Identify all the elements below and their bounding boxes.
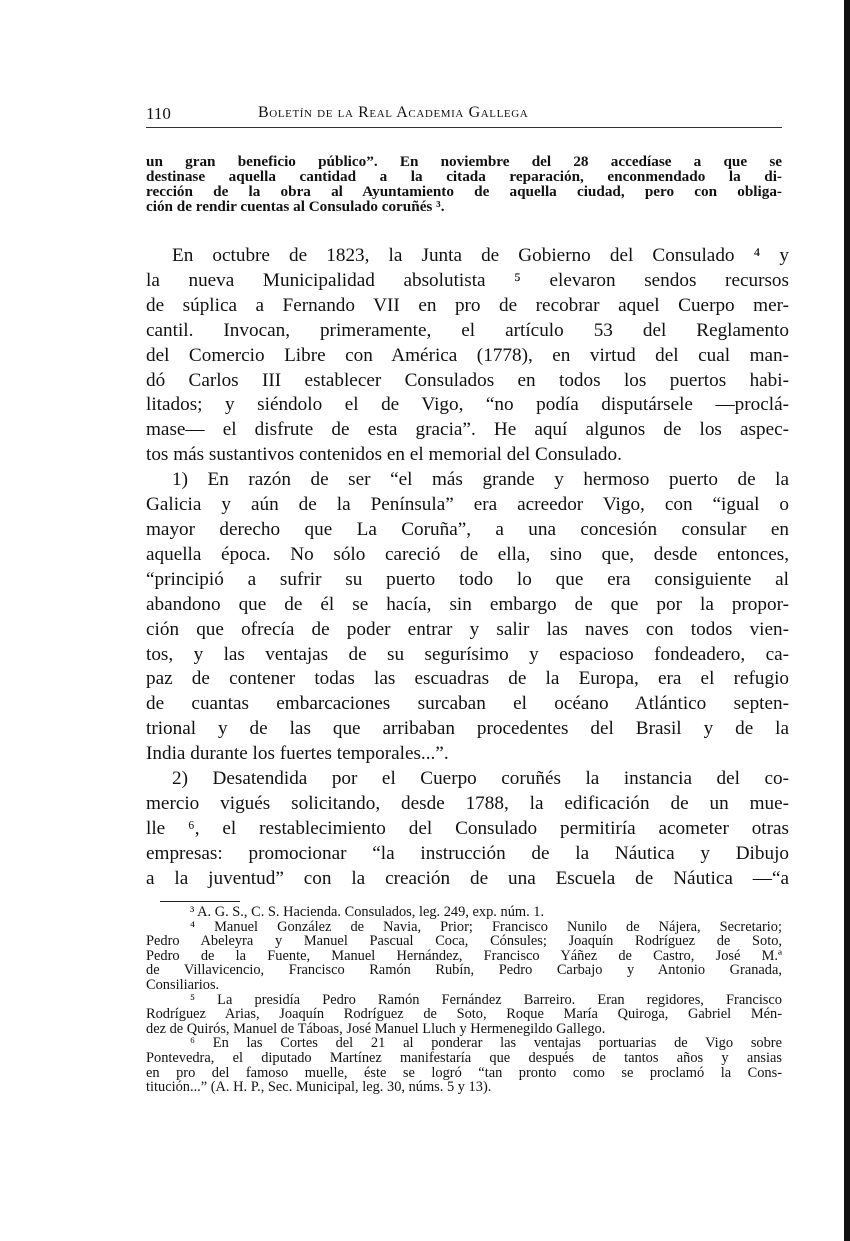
text-line: litados; y siéndolo el de Vigo, “no podía disputársele —proclá- — [146, 394, 789, 416]
text-line: 2) Desatendida por el Cuerpo coruñés la instancia del co- — [172, 768, 789, 790]
text-line: a la juventud” con la creación de una Escuela de Náutica —“a — [146, 867, 789, 889]
text-line: de cuantas embarcaciones surcaban el océano Atlántico septen- — [146, 693, 789, 715]
text-line: mase— el disfrute de esta gracia”. He aquí algunos de los aspec- — [146, 419, 789, 441]
continued-paragraph — [146, 154, 782, 214]
page-number: 110 — [146, 104, 171, 123]
text-line: de Villavicencio, Francisco Ramón Rubín, Pedro Carbajo y Antonio Granada, — [146, 962, 782, 979]
text-line: Pedro Abeleyra y Manuel Pascual Coca, Cónsules; Joaquín Rodríguez de Soto, — [146, 933, 782, 950]
text-line: titución...” (A. H. P., Sec. Municipal, leg. 30, núms. 5 y 13). — [146, 1079, 492, 1096]
text-line: 1) En razón de ser “el más grande y hermoso puerto de la — [172, 469, 789, 491]
text-line: la nueva Municipalidad absolutista ⁵ elevaron sendos recursos — [146, 269, 789, 291]
text-line: abandono que de él se hacía, sin embargo de que por la propor- — [146, 593, 789, 615]
text-line: del Comercio Libre con América (1778), en virtud del cual man- — [146, 344, 789, 366]
text-line: dó Carlos III establecer Consulados en todos los puertos habi- — [146, 369, 789, 391]
text-line: ción que ofrecía de poder entrar y salir las naves con todos vien- — [146, 618, 789, 640]
journal-title: Boletín de la Real Academia Gallega — [258, 104, 529, 121]
text-line: de súplica a Fernando VII en pro de recobrar aquel Cuerpo mer- — [146, 294, 789, 316]
scan-edge — [844, 0, 850, 1241]
text-line: ³ A. G. S., C. S. Hacienda. Consulados, leg. 249, exp. núm. 1. — [190, 904, 545, 920]
text-line: paz de contener todas las escuadras de la Europa, era el refugio — [146, 668, 789, 690]
text-line: un gran beneficio público”. En noviembre del 28 accedíase a que se — [146, 153, 782, 170]
text-line: tos más sustantivos contenidos en el memorial del Consulado. — [146, 444, 622, 466]
text-line: dez de Quirós, Manuel de Táboas, José Manuel Lluch y Hermenegildo Gallego. — [146, 1020, 606, 1037]
text-line: rección de la obra al Ayuntamiento de aquella ciudad, pero con obliga- — [146, 183, 782, 200]
header-rule — [146, 127, 782, 128]
text-line: Rodríguez Arias, Joaquín Rodríguez de Soto, Roque María Quiroga, Gabriel Mén- — [146, 1006, 782, 1023]
text-line: trional y de las que arribaban procedentes del Brasil y de la — [146, 718, 789, 740]
footnotes — [146, 905, 782, 1095]
text-line: empresas: promocionar “la instrucción de la Náutica y Dibujo — [146, 842, 789, 864]
text-line: Consiliarios. — [146, 976, 220, 993]
text-line: “principió a sufrir su puerto todo lo que era consiguiente al — [146, 568, 789, 590]
text-line: tos, y las ventajas de su segurísimo y espacioso fondeadero, ca- — [146, 643, 789, 665]
text-line: mayor derecho que La Coruña”, a una concesión consular en — [146, 518, 789, 540]
text-line: Pedro de la Fuente, Manuel Hernández, Francisco Yáñez de Castro, José M.ª — [146, 947, 782, 964]
text-line: aquella época. No sólo careció de ella, sino que, desde entonces, — [146, 543, 789, 565]
text-line: ⁴ Manuel González de Navia, Prior; Francisco Nunilo de Nájera, Secretario; — [190, 918, 782, 935]
text-line: Galicia y aún de la Península” era acreedor Vigo, con “igual o — [146, 494, 789, 516]
main-text — [146, 244, 789, 892]
text-line: ⁵ La presidía Pedro Ramón Fernández Barreiro. Eran regidores, Francisco — [190, 991, 782, 1008]
text-line: lle ⁶, el restablecimiento del Consulado permitiría acometer otras — [146, 817, 789, 839]
text-line: Pontevedra, el diputado Martínez manifestaría que después de tantos años y ansias — [146, 1049, 782, 1066]
running-header — [146, 104, 782, 126]
text-line: ⁶ En las Cortes del 21 al ponderar las ventajas portuarias de Vigo sobre — [190, 1035, 782, 1052]
text-line: en pro del famoso muelle, éste se logró “tan pronto como se proclamó la Cons- — [146, 1064, 782, 1081]
text-line: India durante los fuertes temporales...”. — [146, 743, 449, 765]
footnote-rule — [160, 901, 240, 902]
text-line: ción de rendir cuentas al Consulado coruñés ³. — [146, 198, 445, 215]
text-line: mercio vigués solicitando, desde 1788, la edificación de un mue- — [146, 792, 789, 814]
text-line: cantil. Invocan, primeramente, el artículo 53 del Reglamento — [146, 319, 789, 341]
text-line: En octubre de 1823, la Junta de Gobierno del Consulado ⁴ y — [172, 245, 789, 266]
text-line: destinase aquella cantidad a la citada reparación, enconmendado la di- — [146, 168, 782, 185]
